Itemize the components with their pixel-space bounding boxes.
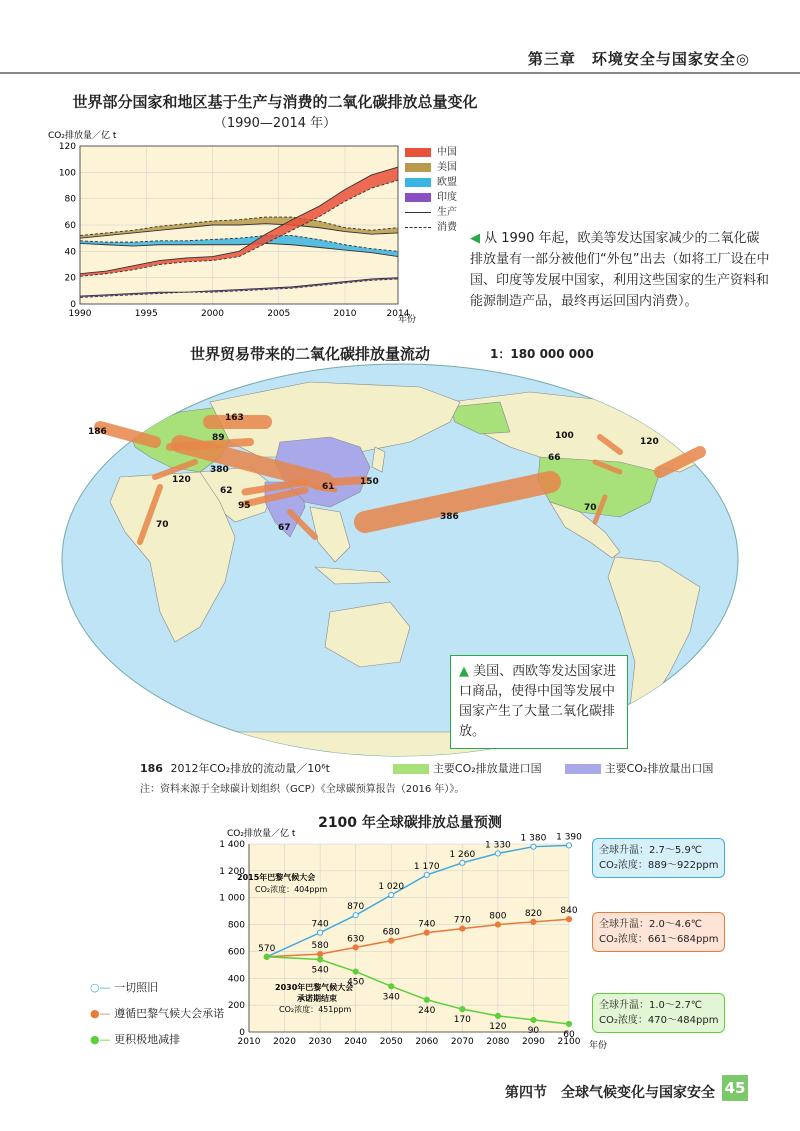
label-paris: 580 — [311, 941, 329, 952]
legend-swatch-india — [405, 193, 431, 202]
flow-label: 95 — [238, 501, 251, 511]
legend-usa — [405, 160, 457, 175]
chart3-ylabel: CO₂排放量／亿 t — [227, 829, 296, 839]
label-paris: 840 — [560, 906, 578, 917]
chart1-subtitle: （1990—2014 年） — [213, 116, 337, 131]
point-aggressive — [318, 957, 323, 962]
point-bau — [389, 892, 394, 897]
legend-aggressive-label: 更积极地减排 — [114, 1033, 181, 1046]
label-paris: 570 — [258, 943, 276, 954]
chart3-title: 2100 年全球碳排放总量预测 — [318, 815, 502, 831]
legend-bau — [90, 975, 224, 1001]
flow-label: 120 — [172, 475, 191, 485]
point-aggressive — [460, 1007, 465, 1012]
legend-swatch-china — [405, 148, 431, 157]
annotation-2015-line1: 2015年巴黎气候大会 — [237, 873, 316, 882]
annotation-2015-line2: CO₂浓度：404ppm — [255, 885, 328, 894]
callout-aggressive — [592, 993, 725, 1033]
label-paris: 680 — [382, 927, 400, 938]
label-aggressive: 340 — [382, 992, 400, 1003]
legend-swatch-eu — [405, 178, 431, 187]
point-bau — [424, 872, 429, 877]
flow-label: 66 — [548, 453, 561, 463]
legend-eu — [405, 175, 457, 190]
flow-arrow — [100, 427, 155, 442]
chart3-xtick-label: 2060 — [415, 1037, 439, 1047]
legend-paris — [90, 1001, 224, 1027]
point-bau — [460, 860, 465, 865]
map-note — [450, 655, 628, 749]
label-aggressive: 60 — [563, 1029, 575, 1040]
label-paris: 800 — [489, 911, 507, 922]
legend-label-usa: 美国 — [437, 162, 457, 173]
chart1-ytick-label: 120 — [58, 142, 76, 152]
point-paris — [318, 952, 323, 957]
callout-paris-co2: CO₂浓度：661～684ppm — [599, 934, 719, 945]
chart3-xtick-label: 2010 — [237, 1037, 261, 1047]
chart3-xtick-label: 2040 — [344, 1037, 368, 1047]
label-paris: 770 — [453, 915, 471, 926]
flow-label: 89 — [212, 433, 225, 443]
point-aggressive — [531, 1017, 536, 1022]
label-aggressive: 120 — [489, 1021, 507, 1032]
chart1-ytick-label: 100 — [58, 168, 76, 179]
greenland-land — [620, 367, 720, 422]
legend-label-consumption: 消费 — [437, 222, 457, 233]
callout-aggressive-co2: CO₂浓度：470～484ppm — [599, 1015, 719, 1026]
flow-label: 380 — [210, 465, 229, 475]
legend-export-label: 主要CO₂排放量出口国 — [604, 762, 714, 775]
callout-bau — [592, 838, 725, 878]
header-divider — [0, 72, 800, 74]
label-aggressive: 240 — [418, 1005, 436, 1016]
label-bau: 740 — [311, 919, 329, 930]
legend-swatch-usa — [405, 163, 431, 172]
flow-label: 61 — [322, 482, 335, 492]
callout-aggressive-temp: 全球升温：1.0～2.7℃ — [599, 1000, 703, 1011]
label-bau: 1 330 — [485, 840, 511, 851]
flow-label: 150 — [360, 477, 379, 487]
point-aggressive — [264, 954, 269, 959]
page-number: 45 — [722, 1075, 748, 1101]
label-paris: 630 — [347, 934, 365, 945]
flow-label: 163 — [225, 413, 244, 423]
antarctica-land — [60, 732, 740, 757]
legend-aggressive-marker-icon: ●— — [90, 1033, 111, 1046]
outsourcing-note — [470, 228, 770, 312]
world-map — [60, 362, 740, 757]
point-paris — [353, 945, 358, 950]
map-note-triangle-icon: ▲ — [459, 664, 474, 679]
legend-paris-marker-icon: ●— — [90, 1007, 111, 1020]
label-aggressive: 90 — [527, 1025, 540, 1036]
point-aggressive — [353, 969, 358, 974]
flow-label: 62 — [220, 486, 233, 496]
flow-label: 67 — [278, 523, 291, 533]
map-legend — [140, 760, 713, 776]
source-note: 注：资料来源于全球碳计划组织（GCP）《全球碳预算报告（2016 年）》。 — [140, 784, 465, 795]
label-paris: 740 — [418, 919, 436, 930]
chart3-xtick-label: 2080 — [486, 1037, 510, 1047]
flow-label: 70 — [156, 520, 169, 530]
map-note-text: 美国、西欧等发达国家进口商品，使得中国等发展中国家产生了大量二氧化碳排放。 — [459, 664, 617, 739]
legend-import-swatch — [393, 764, 429, 774]
chart3-xunit: 年份 — [589, 1041, 608, 1051]
label-aggressive: 170 — [453, 1015, 471, 1026]
chart1-xtick-label: 1990 — [68, 309, 92, 319]
legend-label-eu: 欧盟 — [437, 177, 457, 188]
label-bau: 1 020 — [378, 882, 405, 893]
chart1-ytick-label: 60 — [64, 221, 76, 231]
callout-bau-temp: 全球升温：2.7～5.9℃ — [599, 845, 703, 856]
chart3-xtick-label: 2030 — [308, 1037, 332, 1047]
legend-label-india: 印度 — [437, 192, 457, 203]
flow-label: 186 — [88, 427, 107, 437]
label-bau: 1 390 — [556, 832, 582, 843]
footer-section-title: 第四节 全球气候变化与国家安全 — [505, 1085, 715, 1101]
legend-label-china: 中国 — [437, 147, 457, 158]
chart1-xunit: 年份 — [398, 315, 417, 325]
forecast-line-chart — [215, 820, 608, 1052]
label-aggressive: 540 — [311, 965, 329, 976]
point-paris — [566, 917, 571, 922]
chart3-xtick-label: 2100 — [557, 1037, 581, 1047]
chart1-title: 世界部分国家和地区基于生产与消费的二氧化碳排放总量变化 — [72, 93, 478, 111]
flow-label: 120 — [640, 437, 659, 447]
note-triangle-icon: ◀ — [470, 231, 485, 246]
chart1-ytick-label: 40 — [64, 247, 76, 258]
chart3-ytick-label: 1 000 — [219, 893, 245, 904]
legend-export-swatch — [565, 764, 601, 774]
point-aggressive — [495, 1013, 500, 1018]
point-paris — [389, 938, 394, 943]
chart3-legend — [90, 975, 224, 1053]
chart3-ytick-label: 800 — [227, 920, 245, 931]
label-bau: 1 260 — [449, 849, 476, 860]
point-paris — [460, 926, 465, 931]
label-paris: 820 — [524, 908, 543, 919]
point-bau — [318, 930, 323, 935]
chart3-xtick-label: 2090 — [521, 1037, 545, 1047]
legend-paris-label: 遵循巴黎气候大会承诺 — [114, 1007, 225, 1020]
chart1-ylabel: CO₂排放量／亿 t — [48, 131, 117, 141]
chart1-legend — [405, 145, 457, 235]
chart3-ytick-label: 600 — [227, 947, 245, 958]
map-title: 世界贸易带来的二氧化碳排放量流动 — [190, 345, 431, 363]
flow-label: 386 — [440, 512, 459, 522]
legend-india — [405, 190, 457, 205]
point-aggressive — [424, 997, 429, 1002]
legend-flow-sample: 186 — [140, 762, 163, 775]
chart1-ytick-label: 20 — [64, 273, 76, 284]
map-scale: 1：180 000 000 — [490, 347, 594, 361]
callout-bau-co2: CO₂浓度：889～922ppm — [599, 860, 719, 871]
legend-label-production: 生产 — [437, 207, 457, 218]
chart3-xtick-label: 2020 — [273, 1037, 297, 1047]
chart1-xtick-label: 2010 — [333, 309, 357, 319]
legend-flow-label: 2012年CO₂排放的流动量／10⁶t — [170, 762, 330, 775]
point-paris — [531, 919, 536, 924]
emissions-area-chart — [40, 128, 460, 328]
point-aggressive — [389, 984, 394, 989]
point-bau — [566, 843, 571, 848]
chapter-title: 第三章 环境安全与国家安全◎ — [527, 50, 750, 68]
chart3-ytick-label: 400 — [227, 974, 245, 985]
legend-aggressive — [90, 1027, 224, 1053]
chart1-xtick-label: 2005 — [267, 309, 291, 319]
label-bau: 870 — [347, 902, 365, 913]
chart3-ytick-label: 1 200 — [219, 866, 245, 877]
point-bau — [531, 844, 536, 849]
legend-bau-label: 一切照旧 — [114, 981, 159, 994]
legend-china — [405, 145, 457, 160]
chart3-ytick-label: 0 — [239, 1028, 245, 1038]
callout-paris — [592, 912, 725, 952]
flow-label: 100 — [555, 431, 574, 441]
chart1-xtick-label: 2014 — [386, 309, 410, 319]
point-paris — [495, 922, 500, 927]
label-aggressive: 450 — [347, 977, 365, 988]
legend-bau-marker-icon: ○— — [90, 981, 111, 994]
chart3-xtick-label: 2070 — [450, 1037, 474, 1047]
flow-label: 70 — [584, 503, 597, 513]
legend-line-consumption — [405, 227, 431, 228]
chart3-xtick-label: 2050 — [379, 1037, 403, 1047]
annotation-2030-line1: 2030年巴黎气候大会 — [275, 983, 354, 992]
chart1-xtick-label: 2000 — [201, 309, 224, 319]
chart1-ytick-label: 0 — [70, 300, 76, 310]
legend-import-label: 主要CO₂排放量进口国 — [432, 762, 542, 775]
point-paris — [424, 930, 429, 935]
label-bau: 1 380 — [520, 833, 547, 844]
point-aggressive — [566, 1021, 571, 1026]
chart3-ytick-label: 200 — [227, 1001, 245, 1012]
chart1-xtick-label: 1995 — [134, 309, 158, 319]
legend-production — [405, 205, 457, 220]
legend-consumption — [405, 220, 457, 235]
annotation-2030-line2: 承诺期结束 — [297, 994, 337, 1003]
legend-line-production — [405, 212, 431, 213]
point-bau — [495, 851, 500, 856]
chart3-ytick-label: 1 400 — [219, 840, 245, 850]
point-bau — [353, 913, 358, 918]
callout-paris-temp: 全球升温：2.0～4.6℃ — [599, 919, 703, 930]
outsourcing-note-text: 从 1990 年起，欧美等发达国家减少的二氧化碳排放量有一部分被他们“外包”出去（如将工厂设在中国、印度等发展中国家，利用这些国家的生产资料和能源制造产品，最终再运回国内消费）。 — [470, 231, 770, 309]
annotation-2030-line3: CO₂浓度：451ppm — [279, 1005, 352, 1014]
label-bau: 1 170 — [413, 861, 440, 872]
chart1-ytick-label: 80 — [64, 194, 76, 205]
